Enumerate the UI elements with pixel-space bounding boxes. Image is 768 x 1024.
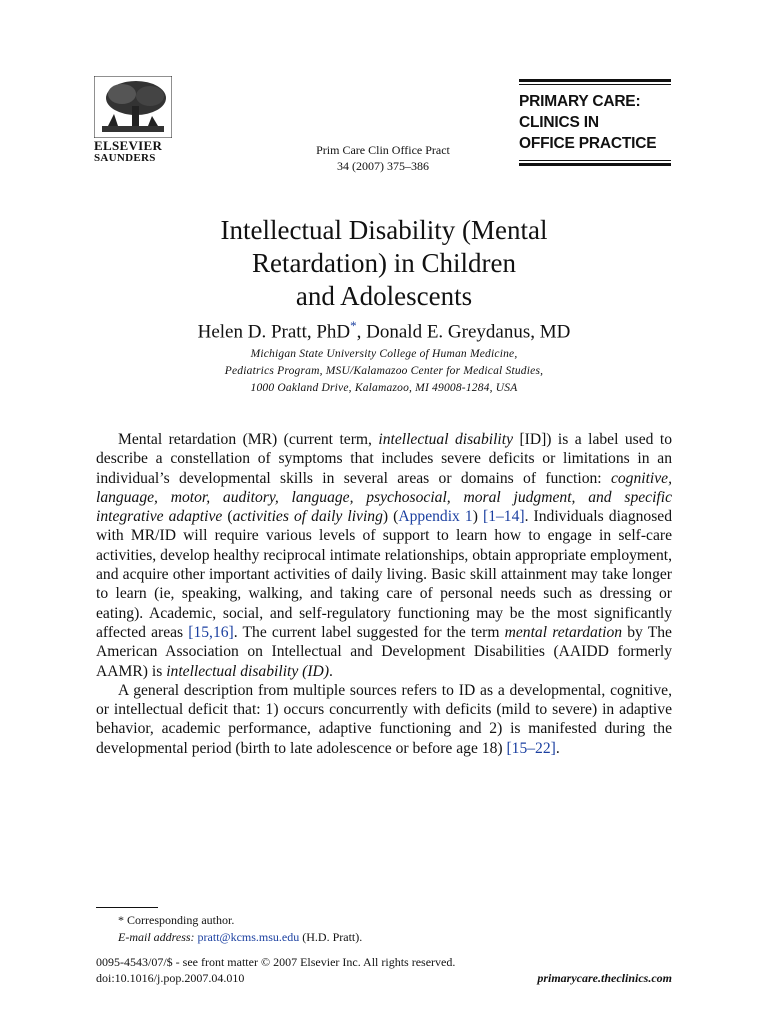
journal-rule-top (519, 79, 671, 82)
page-footer (96, 954, 672, 986)
body-text: . (329, 662, 333, 680)
article-title (140, 214, 628, 313)
author-name: Donald E. Greydanus, MD (366, 321, 571, 343)
affiliation-line: Pediatrics Program, MSU/Kalamazoo Center for Medical Studies, (224, 365, 544, 377)
journal-title (519, 91, 671, 154)
body-text: . Individuals diagnosed with MR/ID will require various levels of support to learn how to engage in self-care activities, develop healthy reciprocal intimate relationships, obtain appropriate employment, and acquire other important activities of daily living. Basic skill attainment may take longer to learn (ie, speaking, walking, and taking care of personal needs such as dressing or eating). Academic, social, and self-regulatory functioning may be the most significantly affected areas (96, 508, 672, 641)
email-suffix: (H.D. Pratt). (299, 930, 363, 944)
journal-rule-top-thin (519, 84, 671, 85)
corresponding-author-link[interactable]: * (350, 318, 357, 333)
email-line (96, 929, 672, 946)
title-line: Intellectual Disability (Mental (220, 215, 548, 245)
body-italic: intellectual disability (378, 431, 514, 448)
appendix-link[interactable]: Appendix 1 (398, 508, 473, 526)
body-italic: activities of daily living (232, 508, 383, 526)
body-paragraph (96, 430, 672, 681)
body-paragraph (96, 681, 672, 758)
author-separator: , (356, 321, 367, 343)
email-link[interactable]: pratt@kcms.msu.edu (197, 930, 300, 944)
email-label: E-mail address: (118, 930, 195, 944)
affiliation-line: Michigan State University College of Human Medicine, (250, 348, 518, 360)
citation-link[interactable]: [1–14] (483, 508, 525, 526)
journal-rule-bottom-thin (519, 160, 671, 161)
body-italic: intellectual disability (ID) (166, 662, 330, 680)
footnote-rule (96, 907, 158, 908)
body-text: by The American Association on Intellectual and Development Disabilities (AAIDD formerly AAMR) is (96, 623, 672, 680)
body-text: ( (222, 508, 233, 526)
body-text: [ID]) is a label used to describe a constellation of symptoms that includes severe deficits or limitations in an individual’s developmental skills in several areas or domains of function: (96, 431, 673, 487)
affiliation-line: 1000 Oakland Drive, Kalamazoo, MI 49008-1284, USA (250, 382, 518, 394)
corresponding-author-note: * Corresponding author. (118, 913, 235, 927)
journal-title-line: OFFICE PRACTICE (519, 135, 657, 152)
journal-title-line: PRIMARY CARE: (519, 93, 641, 110)
publisher-name: ELSEVIER (94, 138, 163, 153)
journal-title-line: CLINICS IN (519, 114, 599, 131)
author-list (90, 318, 678, 343)
journal-citation (283, 142, 483, 174)
journal-url-link[interactable]: primarycare.theclinics.com (537, 971, 672, 985)
citation-link[interactable]: [15,16] (188, 623, 234, 641)
body-text: . The current label suggested for the term (233, 623, 505, 641)
citation-line: Prim Care Clin Office Pract (316, 143, 450, 157)
citation-link[interactable]: [15–22] (506, 739, 556, 757)
imprint-name: SAUNDERS (94, 152, 156, 164)
footnote (96, 912, 672, 946)
elsevier-tree-logo (94, 76, 172, 138)
body-text: ) ( (382, 508, 399, 526)
author-name: Helen D. Pratt, PhD (197, 321, 351, 343)
body-text: ) (472, 508, 483, 526)
body-text: . (555, 739, 560, 757)
body-text: A general description from multiple sources refers to ID as a developmental, cognitive, or intellectual deficit that: 1) occurs concurrently with deficits (mild to severe) in adaptive behavior, academic performance, adaptive functioning and 2) is manifested during the developmental period (birth to late adolescence or before age 18) (96, 681, 672, 757)
journal-title-block (519, 79, 671, 166)
copyright-line: 0095-4543/07/$ - see front matter © 2007 Elsevier Inc. All rights reserved. (96, 955, 456, 969)
title-line: Retardation) in Children (252, 248, 516, 278)
body-italic: mental retardation (504, 623, 623, 641)
title-line: and Adolescents (295, 281, 473, 311)
affiliation (90, 346, 678, 397)
citation-volume-pages: 34 (2007) 375–386 (337, 159, 429, 173)
article-body (96, 430, 672, 758)
journal-rule-bottom (519, 163, 671, 166)
body-italic: cognitive, language, motor, auditory, language, psychosocial, moral judgment, and specific integrative adaptive (96, 469, 672, 526)
body-text: Mental retardation (MR) (current term, (118, 431, 379, 448)
doi: doi:10.1016/j.pop.2007.04.010 (96, 971, 245, 985)
